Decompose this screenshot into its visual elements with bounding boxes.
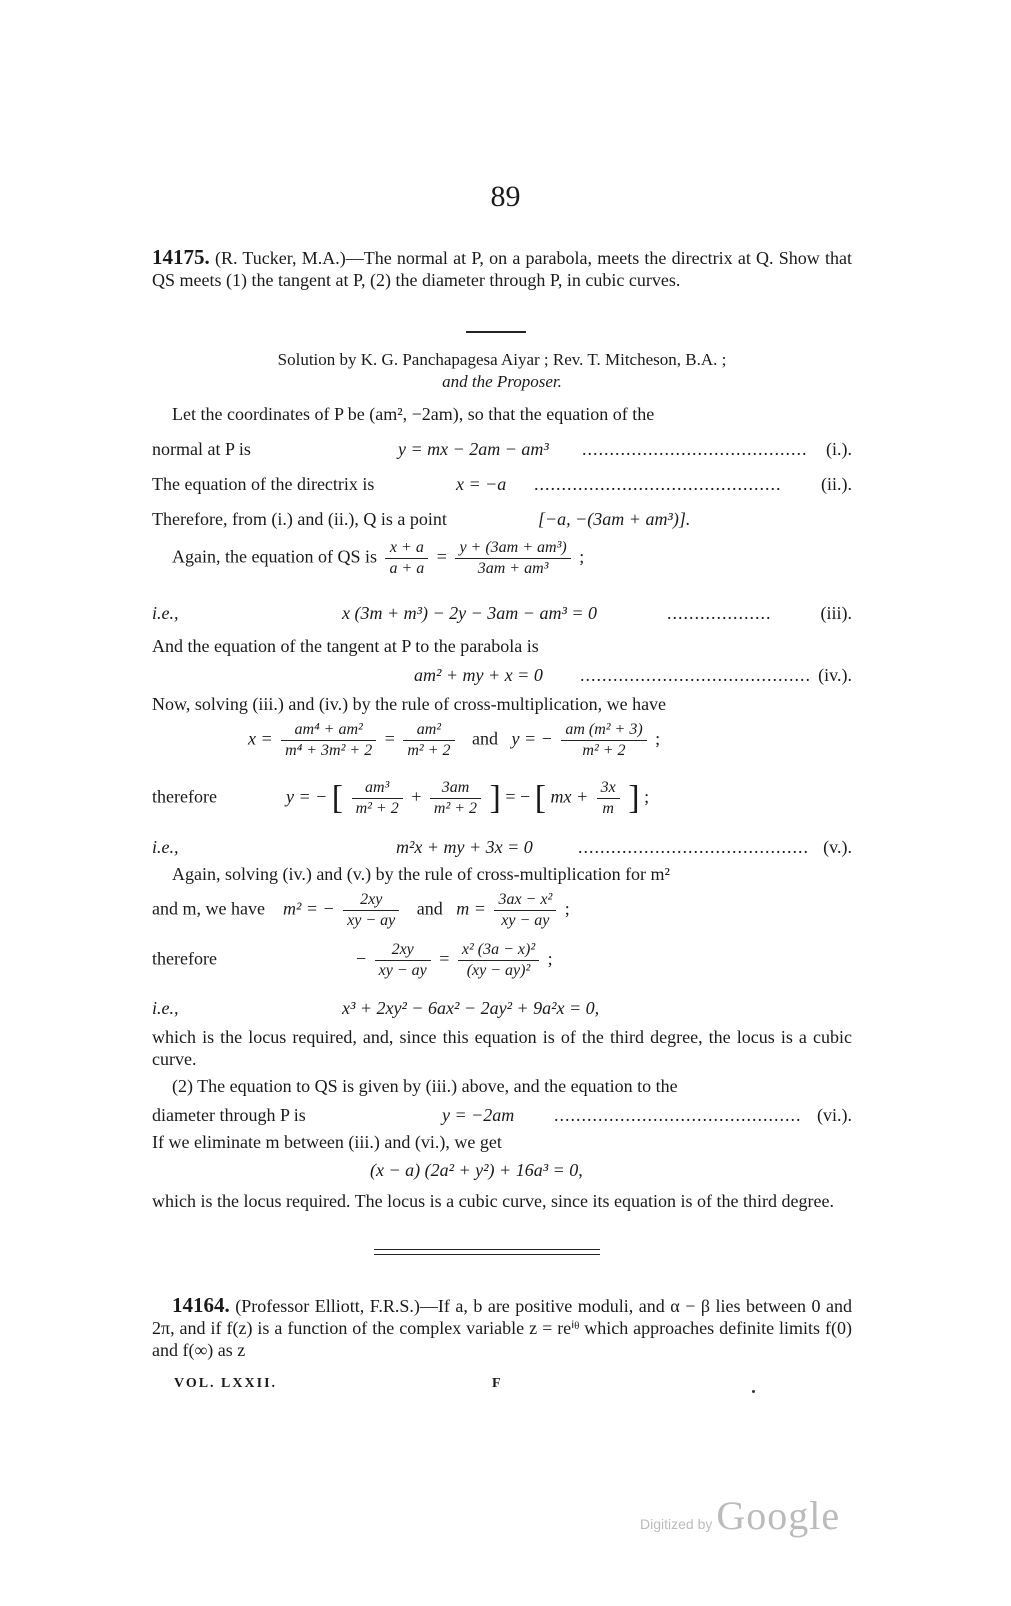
equation-tag: (vi.). [817,1105,852,1125]
equation-row-ii [152,471,852,497]
equation: x = −a [456,474,507,494]
denominator: (xy − ay)² [466,962,531,979]
denominator: m² + 2 [433,800,478,817]
row-label: normal at P is [152,439,251,459]
numerator: am³ [352,778,403,799]
problem-number: 14175. [152,245,210,269]
equation: x³ + 2xy² − 6ax² − 2ay² + 9a²x = 0, [342,998,600,1018]
fraction [343,890,399,931]
leader-dots: ............................................. [554,1105,802,1125]
equation: y = mx − 2am − am³ [398,439,549,459]
fraction [375,940,431,981]
denominator: 3am + am³ [477,560,549,577]
equation-tag: (iii). [820,603,852,623]
denominator: m² + 2 [407,742,451,759]
denominator: a + a [389,560,425,577]
therefore-row: therefore − $\frac{2xy}{xy - ay}$ = $\frac{\text{x² (3a − x)²}}{\text{(xy − ay)²}}$ ; [152,941,553,979]
numerator: am (m² + 3) [561,720,646,741]
fraction [352,778,403,819]
text-line: Again, solving (iv.) and (v.) by the rule of cross-multiplication for m² [172,864,670,884]
row-label: i.e., [152,603,179,623]
equation: y = −2am [442,1105,515,1125]
solution-line-1: Solution by K. G. Panchapagesa Aiyar ; Rev. T. Mitcheson, B.A. ; [277,350,727,369]
row-label: i.e., [152,998,179,1018]
locus-equation: (x − a) (2a² + y²) + 16a³ = 0, [370,1160,583,1180]
text-line: Now, solving (iii.) and (iv.) by the rule of cross-multiplication, we have [152,694,667,714]
row-label: i.e., [152,837,179,857]
signature-mark: F [492,1376,503,1391]
var-y: y = − [511,728,553,749]
numerator: x² (3a − x)² [458,940,539,961]
numerator: am² [403,720,454,741]
volume-label: VOL. LXXII. [174,1376,278,1391]
var-x: x = [248,728,273,749]
fraction [597,778,620,819]
fraction [455,538,570,579]
point-q-row [152,506,852,532]
denominator: m² + 2 [582,742,626,759]
row-label: and m, we have [152,898,265,919]
paragraph: which is the locus required, and, since this equation is of the third degree, the locus is a cubic curve. [152,1027,852,1069]
equation-row-iii [152,600,852,626]
fraction [403,720,454,761]
left-bracket: [ [331,779,344,817]
problem-statement: (Professor Elliott, F.R.S.)—If a, b are positive moduli, and α − β lies between 0 and 2π, and if f(z) is a function of the complex variable z = reⁱᶿ which approaches definite limits f(0) and f(∞) as z [152,1296,853,1360]
equation-tag: (v.). [823,837,852,857]
leader-dots: ......................................... [582,439,808,459]
denominator: m [602,800,614,817]
leader-dots: .......................................... [580,665,811,685]
denominator: m⁴ + 3m² + 2 [285,742,373,759]
double-rule-bottom [374,1254,600,1255]
leader-dots: ............................................. [534,474,782,494]
row-label: The equation of the directrix is [152,474,375,494]
text-line: If we eliminate m between (iii.) and (vi.), we get [152,1132,502,1152]
leader-dots: ................... [667,603,772,623]
problem-14164 [152,1294,852,1361]
fraction [281,720,376,761]
m-squared-row: and m, we have m² = − $\frac{2xy}{xy - ay}$ and m = $\frac{\text{3ax − x²}}{xy - ay}$ ; [152,891,570,929]
denominator: m² + 2 [355,800,399,817]
fraction [494,890,556,931]
cubic-locus-row [152,995,852,1021]
numerator: 2xy [375,940,431,961]
therefore-y-row: therefore y = − [ $\frac{\text{am³}}{\text{m² + 2}}$ + $\frac{3am}{\text{m² + 2}}$ ] = − [ mx + $\frac{3x}{m}$ ] ; [152,779,650,817]
right-bracket: ] [489,779,501,817]
var-y: y = − [285,786,328,807]
equation-tag: (iv.). [818,665,852,685]
numerator: 3am [430,778,481,799]
page-number: 89 [490,180,521,213]
watermark-small-text: Digitized by [640,1516,713,1532]
equation: x (3m + m³) − 2y − 3am − am³ = 0 [342,603,597,623]
paragraph: which is the locus required. The locus is a cubic curve, since its equation is of the third degree. [152,1191,834,1211]
numerator: am⁴ + am² [281,720,376,741]
denominator: xy − ay [378,962,427,979]
right-bracket: ] [628,779,640,817]
numerator: 3ax − x² [494,890,556,911]
problem-statement: (R. Tucker, M.A.)—The normal at P, on a parabola, meets the directrix at Q. Show that QS meets (1) the tangent at P, (2) the diameter through P, in cubic curves. [152,248,853,290]
qs-equation-row: Again, the equation of QS is $\frac{x + a}{a + a}$ = $\frac{\text{y + (3am + am³)}}{\text{3am + am³}}$ ; [172,539,585,577]
var-m: m = [456,898,486,919]
fraction [430,778,481,819]
digitized-watermark [640,1492,840,1539]
equation: [−a, −(3am + am³)]. [538,509,691,529]
problem-number: 14164. [172,1293,230,1317]
equation-tag: (ii.). [821,474,852,494]
and-word: and [472,728,499,749]
double-rule-top [374,1249,600,1250]
numerator: x + a [385,538,428,559]
equation-tag: (i.). [826,439,852,459]
solution-line-2: and the Proposer. [442,372,562,391]
equation: m²x + my + 3x = 0 [396,837,533,857]
row-label: therefore [152,948,217,969]
row-label: Therefore, from (i.) and (ii.), Q is a point [152,509,447,529]
row-label: diameter through P is [152,1105,306,1125]
solution-attribution [152,349,852,393]
cross-mult-result: x = $\frac{\text{am⁴ + am²}}{\text{m⁴ + 3m² + 2}}$ = $\frac{\text{am²}}{\text{m² + 2}}$ and y = − $\frac{\text{am (m² + 3)}}{\text{m² + 2}}$ ; [248,721,661,759]
row-label: Again, the equation of QS is [172,546,377,567]
section-divider [466,331,526,333]
text-line: Let the coordinates of P be (am², −2am), so that the equation of the [172,404,655,424]
and-word: and [416,898,443,919]
equation-row-i [152,436,852,462]
text-line: And the equation of the tangent at P to the parabola is [152,636,539,656]
denominator: xy − ay [501,912,550,929]
fraction [458,940,539,981]
row-label: therefore [152,786,217,807]
fraction [385,538,428,579]
var-m2: m² = − [282,898,335,919]
fraction [561,720,646,761]
leader-dots: .......................................... [578,837,809,857]
equation-row-iv [152,662,852,688]
denominator: xy − ay [347,912,396,929]
equation-row-v [152,834,852,860]
equation: am² + my + x = 0 [414,665,543,685]
numerator: y + (3am + am³) [455,538,570,559]
problem-14175 [152,246,852,291]
term: mx + [550,786,589,807]
left-bracket: [ [534,779,547,817]
watermark-logo-text: Google [716,1493,841,1538]
text-line: (2) The equation to QS is given by (iii.) above, and the equation to the [172,1076,678,1096]
speck [752,1390,755,1393]
equation-row-vi [152,1102,852,1128]
numerator: 3x [597,778,620,799]
numerator: 2xy [343,890,399,911]
